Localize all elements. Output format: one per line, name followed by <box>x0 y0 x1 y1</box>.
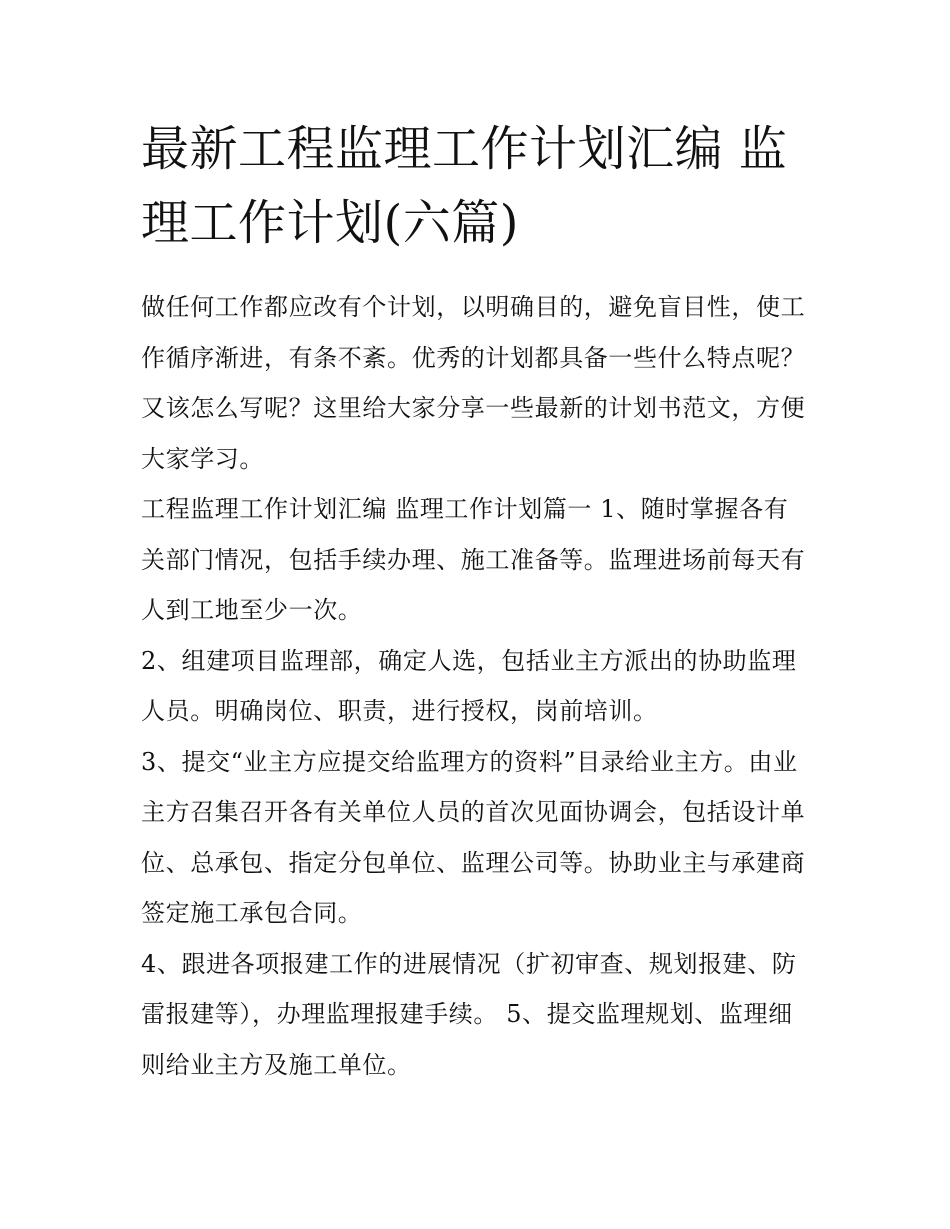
body-paragraph-2: 2、组建项目监理部，确定人选，包括业主方派出的协助监理人员。明确岗位、职责，进行授权，岗前培训。 <box>141 646 797 725</box>
body-paragraph-4: 4、跟进各项报建工作的进展情况（扩初审查、规划报建、防雷报建等），办理监理报建手续。 5、提交监理规划、监理细则给业主方及施工单位。 <box>141 949 797 1079</box>
body-paragraph-3: 3、提交“业主方应提交给监理方的资料”目录给业主方。由业主方召集召开各有关单位人员的首次见面协调会，包括设计单位、总承包、指定分包单位、监理公司等。协助业主与承建商签定施工承包合同。 <box>141 747 806 927</box>
intro-paragraph: 做任何工作都应改有个计划，以明确目的，避免盲目性，使工作循序渐进，有条不紊。优秀的计划都具备一些什么特点呢？又该怎么写呢？这里给大家分享一些最新的计划书范文，方便大家学习。 <box>141 293 806 473</box>
body-paragraph-1: 工程监理工作计划汇编 监理工作计划篇一 1、随时掌握各有关部门情况，包括手续办理、施工准备等。监理进场前每天有人到工地至少一次。 <box>141 495 806 624</box>
document-title: 最新工程监理工作计划汇编 监理工作计划(六篇) <box>141 121 788 251</box>
